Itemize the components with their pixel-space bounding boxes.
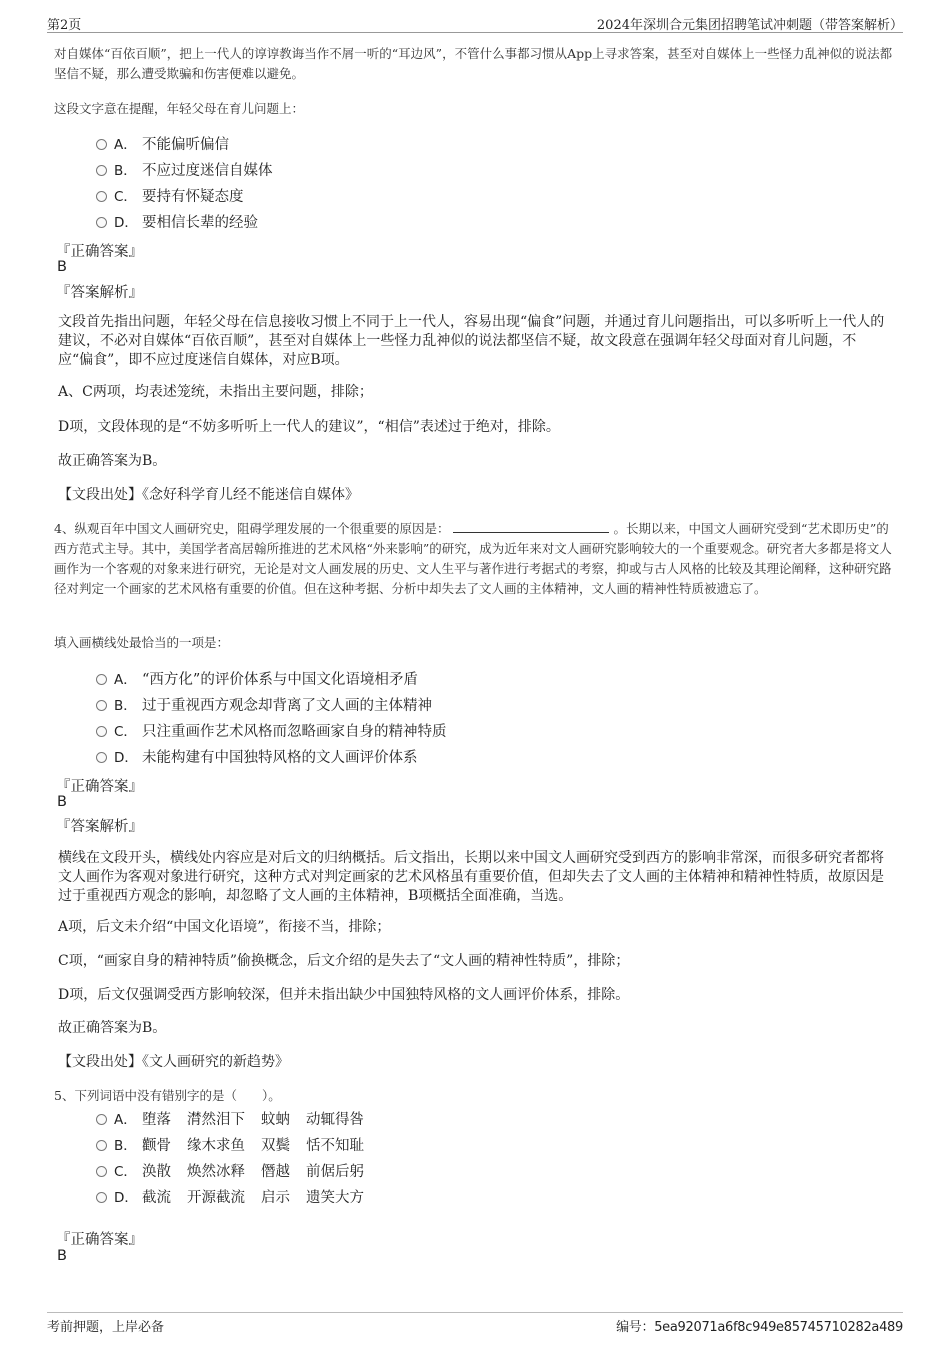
q3-passage-tail: 对自媒体“百依百顺”，把上一代人的谆谆教诲当作不屑一听的“耳边风”，不管什么事都习惯从App上寻求答案，甚至对自媒体上一些怪力乱神似的说法都坚信不疑，那么遭受欺骗和伤害便难以避免。 — [54, 46, 893, 81]
q4-analysis-label: 『答案解析』 — [56, 819, 143, 835]
page-footer — [47, 1312, 903, 1335]
footer-code: 编号：5ea92071a6f8c949e85745710282a489 — [616, 1320, 903, 1335]
page-number: 第2页 — [47, 18, 82, 33]
page-header — [47, 12, 903, 33]
q3-analysis-label: 『答案解析』 — [56, 285, 143, 301]
q4-note-3: D项，后文仅强调受西方影响较深，但并未指出缺少中国独特风格的文人画评价体系，排除。 — [58, 987, 630, 1003]
radio-icon[interactable] — [96, 165, 107, 176]
q4-conclusion: 故正确答案为B。 — [58, 1020, 167, 1036]
q4-answer-label: 『正确答案』 — [56, 779, 143, 795]
radio-icon[interactable] — [96, 1114, 107, 1125]
footer-slogan: 考前押题，上岸必备 — [47, 1320, 165, 1335]
q4-passage: 4、纵观百年中国文人画研究史，阻碍学理发展的一个很重要的原因是： 。长期以来，中国文人画研究受到“艺术即历史”的西方范式主导。其中，美国学者高居翰所推进的艺术风格“外来影响”的研究，成为近年来对文人画研究影响较大的一个重要观念。研究者大多都是将文人画作为一个客观的对象来进行研究，无论是对文人画发展的历史、文人生平与著作进行考据式的考察，抑或与古人风格的比较及其理论阐释，这种研究路径对判定一个画家的艺术风格有重要的价值。但在这种考据、分析中却失去了文人画的主体精神，文人画的精神性特质被遗忘了。 — [54, 521, 892, 596]
q4-source: 【文段出处】《文人画研究的新趋势》 — [58, 1054, 289, 1070]
q3-option-a[interactable]: A． 不能偏听偏信 — [96, 133, 229, 155]
q3-analysis: 文段首先指出问题，年轻父母在信息接收习惯上不同于上一代人，容易出现“偏食”问题，并通过育儿问题指出，可以多听听上一代人的建议，不必对自媒体“百依百顺”，甚至对自媒体上一些怪力乱神似的说法都坚信不疑，故文段意在强调年轻父母面对育儿问题，不应“偏食”，即不应过度迷信自媒体，对应B项。 — [58, 314, 885, 368]
radio-icon[interactable] — [96, 726, 107, 737]
fill-blank — [453, 520, 609, 533]
radio-icon[interactable] — [96, 674, 107, 685]
radio-icon[interactable] — [96, 139, 107, 150]
q3-option-b[interactable]: B． 不应过度迷信自媒体 — [96, 159, 273, 181]
q5-answer-label: 『正确答案』 — [56, 1232, 143, 1248]
radio-icon[interactable] — [96, 700, 107, 711]
q4-option-b[interactable]: B． 过于重视西方观念却背离了文人画的主体精神 — [96, 694, 432, 716]
q3-option-d[interactable]: D． 要相信长辈的经验 — [96, 211, 258, 233]
radio-icon[interactable] — [96, 1192, 107, 1203]
q5-option-d[interactable]: D． 截流 开源截流 启示 遗笑大方 — [96, 1186, 380, 1208]
radio-icon[interactable] — [96, 752, 107, 763]
document-title: 2024年深圳合元集团招聘笔试冲刺题（带答案解析） — [596, 18, 903, 33]
q5-option-a[interactable]: A． 堕落 潸然泪下 蚊蚋 动辄得咎 — [96, 1108, 380, 1130]
radio-icon[interactable] — [96, 191, 107, 202]
q4-note-2: C项，“画家自身的精神特质”偷换概念，后文介绍的是失去了“文人画的精神性特质”，排除； — [58, 953, 630, 969]
q4-analysis: 横线在文段开头，横线处内容应是对后文的归纳概括。后文指出，长期以来中国文人画研究受到西方的影响非常深，而很多研究者都将文人画作为客观对象进行研究，这种方式对判定画家的艺术风格虽有重要价值，但却失去了文人画的主体精神和精神性特质，故原因是过于重视西方观念的影响，却忽略了文人画的主体精神，B项概括全面准确，当选。 — [58, 850, 884, 904]
q3-stem: 这段文字意在提醒，年轻父母在育儿问题上： — [54, 101, 305, 116]
q4-note-1: A项，后文未介绍“中国文化语境”，衔接不当，排除； — [58, 919, 391, 935]
q5-option-b[interactable]: B． 颧骨 缘木求鱼 双鬓 恬不知耻 — [96, 1134, 380, 1156]
q4-option-a[interactable]: A． “西方化”的评价体系与中国文化语境相矛盾 — [96, 668, 418, 690]
q3-note-1: A、C两项，均表述笼统，未指出主要问题，排除； — [58, 384, 373, 400]
q5-stem: 5、下列词语中没有错别字的是（ ）。 — [54, 1088, 281, 1103]
radio-icon[interactable] — [96, 1140, 107, 1151]
q4-option-c[interactable]: C． 只注重画作艺术风格而忽略画家自身的精神特质 — [96, 720, 447, 742]
q3-source: 【文段出处】《念好科学育儿经不能迷信自媒体》 — [58, 487, 359, 503]
q4-answer: B — [57, 794, 67, 810]
q3-conclusion: 故正确答案为B。 — [58, 453, 167, 469]
q4-option-d[interactable]: D． 未能构建有中国独特风格的文人画评价体系 — [96, 746, 418, 768]
q4-stem: 填入画横线处最恰当的一项是： — [54, 635, 230, 650]
q3-answer-label: 『正确答案』 — [56, 244, 143, 260]
radio-icon[interactable] — [96, 217, 107, 228]
q5-option-c[interactable]: C． 涣散 焕然冰释 僭越 前倨后躬 — [96, 1160, 380, 1182]
q5-answer: B — [57, 1248, 67, 1264]
q3-option-c[interactable]: C． 要持有怀疑态度 — [96, 185, 244, 207]
q3-note-2: D项，文段体现的是“不妨多听听上一代人的建议”，“相信”表述过于绝对，排除。 — [58, 419, 560, 435]
radio-icon[interactable] — [96, 1166, 107, 1177]
q3-answer: B — [57, 259, 67, 275]
